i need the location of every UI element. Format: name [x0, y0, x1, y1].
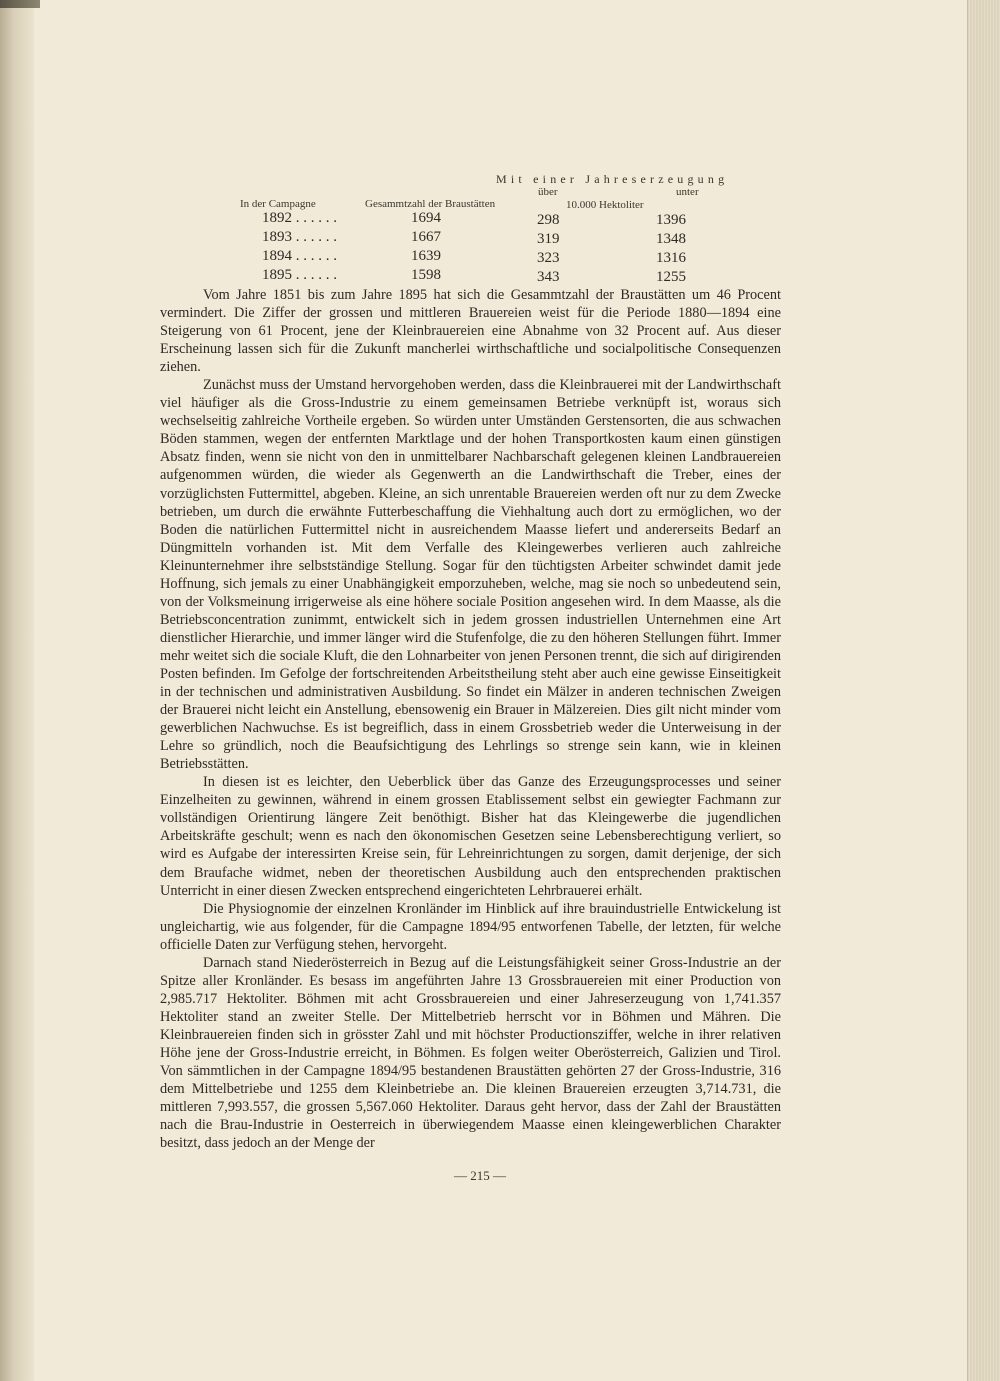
page-number: — 215 —: [454, 1168, 506, 1183]
row-total: 1639: [411, 248, 441, 264]
column-header-under: unter: [676, 186, 699, 198]
row-over: 343: [537, 269, 560, 285]
body-text: [160, 286, 781, 1152]
paragraph: In diesen ist es leichter, den Ueberblick über das Ganze des Erzeugungsprocesses und seiner Einzelheiten zu gewinnen, während in einem grossen Etablissement selbst ein gewiegter Fachmann zur vollständigen Orientirung längere Zeit benöthigt. Bisher hat das Kleingewerbe die jugendlichen Arbeitskräfte geschult; wenn es nach den ökonomischen Gesetzen seine Lebensberechtigung verliert, so wird es Aufgabe der interessirten Kreise sein, für Lehreinrichtungen zu sorgen, damit derjenige, der sich dem Braufache widmet, neben der theoretischen Ausbildung auch den entsprechenden praktischen Unterricht in einer diesen Zwecken entsprechend eingerichteten Lehrbrauerei erhält.: [160, 774, 781, 899]
row-over: 319: [537, 231, 560, 247]
row-year: 1894 . . . . . .: [262, 248, 337, 264]
column-header-campaign: In der Campagne: [240, 198, 316, 210]
row-over: 323: [537, 250, 560, 266]
paragraph: Zunächst muss der Umstand hervorgehoben werden, dass die Kleinbrauerei mit der Landwirthschaft viel häufiger als die Gross-Industrie zu einem gemeinsamen Betriebe verknüpft ist, woraus sich wechselseitig zahlreiche Vortheile ergeben. So würden unter Umständen Gerstensorten, die aus schwachen Böden stammen, wegen der entfernten Marktlage und der hohen Transportkosten kaum einen günstigen Absatz finden, wenn sie nicht von den in unmittelbarer Nachbarschaft gelegenen kleinen Landbrauereien aufgenommen würden, die wieder als Gegenwerth an die Landwirthschaft die Treber, eines der vorzüglichsten Futtermittel, abgeben. Kleine, an sich unrentable Brauereien werden oft nur zu dem Zwecke betrieben, um durch die erwähnte Futterbeschaffung die Viehhaltung auch dort zu ermöglichen, wo der Boden die natürlichen Futtermittel nicht in ausreichendem Maasse liefert und andererseits Bedarf an Düngmitteln vorhanden ist. Mit dem Verfalle des Kleingewerbes verlieren auch zahlreiche Kleinunternehmer ihre selbstständige Stellung. Sogar für den tüchtigsten Arbeiter schwindet damit jede Hoffnung, sich jemals zu einer Unabhängigkeit emporzuheben, welche, mag sie noch so unbedeutend sein, von der Volksmeinung irrigerweise als eine höhere sociale Position angesehen wird. In dem Maasse, als die Betriebsconcentration zunimmt, entwickelt sich in jedem grossen industriellen Unternehmen eine Art dienstlicher Hierarchie, und immer länger wird die Stufenfolge, die zu den höheren Stellungen führt. Immer mehr weitet sich die sociale Kluft, die den Lohnarbeiter von jenen Personen trennt, die sich auf dirigirenden Posten befinden. Im Gefolge der fortschreitenden Arbeitstheilung steht aber auch eine gewisse Einseitigkeit in der technischen und administrativen Ausbildung. So findet ein Mälzer in anderen technischen Zweigen der Brauerei nicht leicht ein Anstellung, ebensowenig ein Brauer in Mälzereien. Dies gilt nicht minder vom gewerblichen Nachwuchse. Es ist begreiflich, dass in einem Grossbetrieb weder die Unterweisung in der Lehre so gründlich, noch die Beaufsichtigung des Lehrlings so strenge sein kann, wie in kleinen Betriebsstätten.: [160, 377, 781, 773]
paragraph: Vom Jahre 1851 bis zum Jahre 1895 hat sich die Gesammtzahl der Braustätten um 46 Procent vermindert. Die Ziffer der grossen und mittleren Brauereien weist für die Periode 1880—1894 eine Steigerung von 61 Procent, jene der Kleinbrauereien eine Abnahme von 32 Procent auf. Aus dieser Erscheinung lassen sich für die Zukunft mancherlei wirthschaftliche und socialpolitische Consequenzen ziehen.: [160, 287, 781, 376]
row-year: 1893 . . . . . .: [262, 229, 337, 245]
row-under: 1255: [656, 269, 686, 285]
row-year: 1892 . . . . . .: [262, 210, 337, 226]
row-under: 1316: [656, 250, 686, 266]
row-total: 1667: [411, 229, 441, 245]
column-header-unit: 10.000 Hektoliter: [566, 199, 644, 211]
table-title: Mit einer Jahreserzeugung: [496, 172, 729, 186]
row-over: 298: [537, 212, 560, 228]
row-year: 1895 . . . . . .: [262, 267, 337, 283]
paragraph: Die Physiognomie der einzelnen Kronländer im Hinblick auf ihre brauindustrielle Entwickelung ist ungleichartig, wie aus folgender, für die Campagne 1894/95 entworfenen Tabelle, der letzten, für welche officielle Daten zur Verfügung stehen, hervorgeht.: [160, 900, 781, 953]
row-under: 1348: [656, 231, 686, 247]
paragraph: Darnach stand Niederösterreich in Bezug auf die Leistungsfähigkeit seiner Gross-Industrie an der Spitze aller Kronländer. Es besass im angeführten Jahre 13 Grossbrauereien mit einer Production von 2,985.717 Hektoliter. Böhmen mit acht Grossbrauereien und einer Jahreserzeugung von 1,741.357 Hektoliter stand an zweiter Stelle. Der Mittelbetrieb herrscht vor in Böhmen und Mähren. Die Kleinbrauereien finden sich in grösster Zahl und mit höchster Productionsziffer, welche in ihrer relativen Höhe jene der Gross-Industrie erreicht, in Böhmen. Es folgen weiter Oberösterreich, Galizien und Tirol. Von sämmtlichen in der Campagne 1894/95 bestandenen Braustätten gehörten 27 der Gross-Industrie, 316 dem Mittelbetriebe und 1255 dem Kleinbetriebe an. Die kleinen Brauereien erzeugten 3,714.731, die mittleren 7,993.557, die grossen 5,567.060 Hektoliter. Daraus geht hervor, dass der Zahl der Braustätten nach die Brau-Industrie in Oesterreich in überwiegendem Maasse einen kleingewerblichen Charakter besitzt, dass jedoch an der Menge der: [160, 954, 781, 1152]
page-binding: [0, 0, 34, 1381]
column-header-total: Gesammtzahl der Braustätten: [365, 198, 496, 210]
row-total: 1694: [411, 210, 441, 226]
column-header-over: über: [538, 186, 558, 198]
row-total: 1598: [411, 267, 441, 283]
binding-corner: [0, 0, 40, 8]
page-edge: [967, 0, 1000, 1381]
row-under: 1396: [656, 212, 686, 228]
